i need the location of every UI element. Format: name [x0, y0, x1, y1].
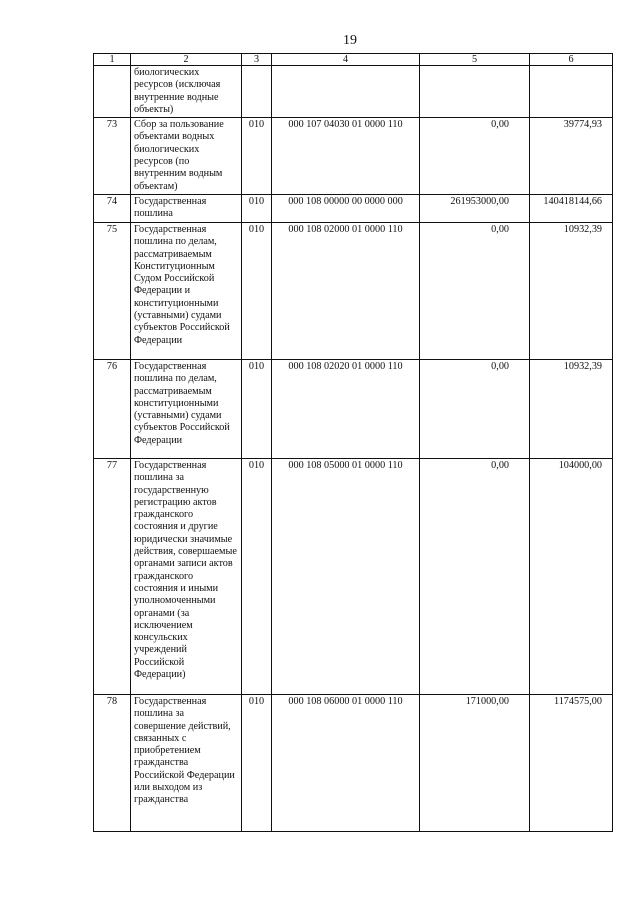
column-header: 4: [272, 54, 420, 66]
row-kbk: 000 107 04030 01 0000 110: [272, 118, 420, 195]
row-number: [94, 66, 131, 118]
row-code: 010: [242, 359, 272, 458]
page-number: 19: [343, 33, 357, 48]
row-name: Государственная пошлина за государственную регистрацию актов гражданского состояния и другие юридически значимые действия, совершаемые органами записи актов гражданского состояния и иными уполномоченными органами (за исключением консульских учреждений Российской Федерации): [131, 458, 242, 694]
column-header: 5: [420, 54, 530, 66]
row-kbk: 000 108 05000 01 0000 110: [272, 458, 420, 694]
row-plan: 0,00: [420, 118, 530, 195]
table-row: [94, 66, 613, 118]
row-fact: 39774,93: [530, 118, 613, 195]
column-header: 3: [242, 54, 272, 66]
row-number: 78: [94, 694, 131, 831]
column-header: 6: [530, 54, 613, 66]
row-code: 010: [242, 222, 272, 359]
table-header-row: [94, 54, 613, 66]
row-plan: 0,00: [420, 359, 530, 458]
row-plan: 261953000,00: [420, 194, 530, 222]
row-kbk: 000 108 06000 01 0000 110: [272, 694, 420, 831]
row-fact: 1174575,00: [530, 694, 613, 831]
row-kbk: 000 108 00000 00 0000 000: [272, 194, 420, 222]
table-row: [94, 222, 613, 359]
table-row: [94, 118, 613, 195]
table-row: [94, 359, 613, 458]
row-name: Государственная пошлина по делам, рассматриваемым Конституционным Судом Российской Федерации и конституционными (уставными) судами субъектов Российской Федерации: [131, 222, 242, 359]
row-code: 010: [242, 118, 272, 195]
row-kbk: 000 108 02020 01 0000 110: [272, 359, 420, 458]
row-code: 010: [242, 694, 272, 831]
row-code: 010: [242, 194, 272, 222]
row-code: [242, 66, 272, 118]
row-code: 010: [242, 458, 272, 694]
row-fact: 140418144,66: [530, 194, 613, 222]
row-fact: [530, 66, 613, 118]
row-plan: [420, 66, 530, 118]
revenue-table: [93, 53, 613, 832]
row-name: Сбор за пользование объектами водных биологических ресурсов (по внутренним водным объектам): [131, 118, 242, 195]
row-plan: 0,00: [420, 222, 530, 359]
row-number: 74: [94, 194, 131, 222]
row-plan: 171000,00: [420, 694, 530, 831]
row-name: биологических ресурсов (исключая внутренние водные объекты): [131, 66, 242, 118]
row-number: 77: [94, 458, 131, 694]
column-header: 2: [131, 54, 242, 66]
row-fact: 10932,39: [530, 359, 613, 458]
row-number: 75: [94, 222, 131, 359]
row-name: Государственная пошлина за совершение действий, связанных с приобретением гражданства Российской Федерации или выходом из гражданства: [131, 694, 242, 831]
table-row: [94, 694, 613, 831]
row-name: Государственная пошлина: [131, 194, 242, 222]
row-fact: 10932,39: [530, 222, 613, 359]
row-kbk: [272, 66, 420, 118]
row-fact: 104000,00: [530, 458, 613, 694]
row-kbk: 000 108 02000 01 0000 110: [272, 222, 420, 359]
table-row: [94, 458, 613, 694]
row-number: 76: [94, 359, 131, 458]
row-plan: 0,00: [420, 458, 530, 694]
table-row: [94, 194, 613, 222]
row-name: Государственная пошлина по делам, рассматриваемым конституционными (уставными) судами субъектов Российской Федерации: [131, 359, 242, 458]
column-header: 1: [94, 54, 131, 66]
row-number: 73: [94, 118, 131, 195]
